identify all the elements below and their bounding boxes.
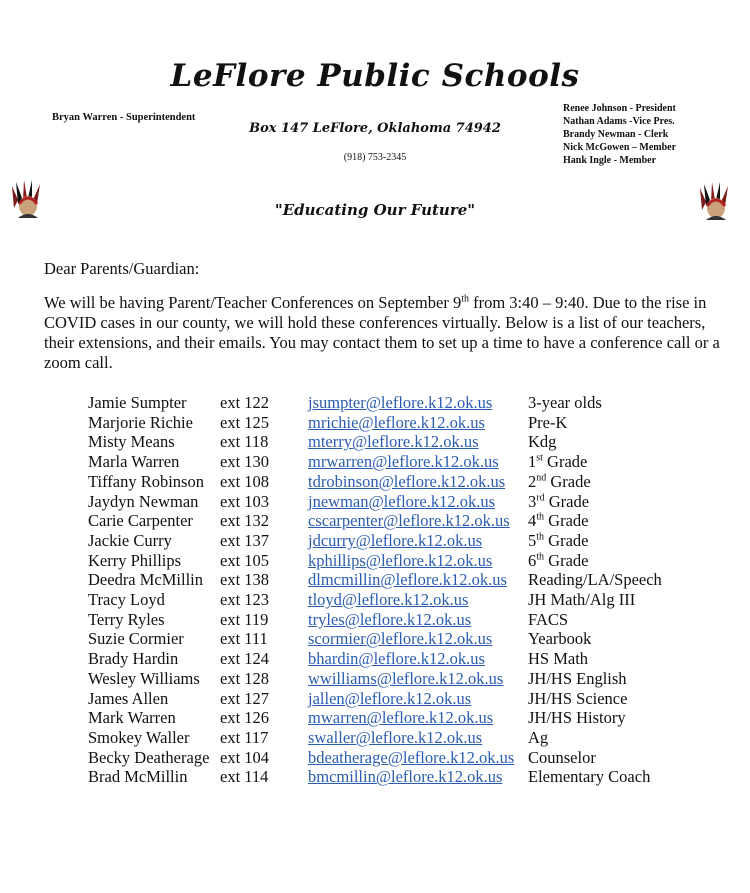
table-row — [88, 551, 678, 571]
teacher-name: Brady Hardin — [88, 649, 179, 669]
email-link[interactable]: mrichie@leflore.k12.ok.us — [308, 412, 485, 432]
phone-extension: ext 118 — [220, 432, 269, 452]
table-row — [88, 629, 678, 649]
email-link[interactable]: mterry@leflore.k12.ok.us — [308, 432, 479, 452]
role-text: Grade — [542, 452, 588, 472]
email-link[interactable]: mrwarren@leflore.k12.ok.us — [308, 452, 499, 472]
table-row — [88, 452, 678, 472]
ordinal-suffix: th — [536, 551, 545, 563]
letter-paragraph — [44, 293, 724, 373]
role-text: JH/HS English — [528, 668, 627, 688]
email-cell — [308, 531, 528, 551]
email-link[interactable]: wwilliams@leflore.k12.ok.us — [308, 668, 504, 688]
teacher-name: Carie Carpenter — [88, 511, 193, 531]
role-text: Grade — [546, 471, 591, 491]
email-link[interactable]: tryles@leflore.k12.ok.us — [308, 609, 472, 629]
table-row — [88, 689, 678, 709]
role-text: 6 — [528, 550, 537, 570]
ordinal-suffix: st — [536, 452, 543, 464]
email-link[interactable]: dlmcmillin@leflore.k12.ok.us — [308, 570, 507, 590]
phone-extension: ext 124 — [220, 649, 270, 669]
role-text: Grade — [544, 491, 590, 511]
table-row — [88, 649, 678, 669]
teacher-role — [528, 610, 678, 630]
teacher-role — [528, 748, 678, 768]
table-row — [88, 432, 678, 452]
table-row — [88, 708, 678, 728]
email-cell — [308, 629, 528, 649]
table-row — [88, 767, 678, 787]
paragraph-text: from 3:40 – 9:40. Due to the rise in COVID cases in our county, we will hold these conferences virtually. Below is a list of our teachers, their extensions, and their emails. You may contact them to set up a time to have a conference call or a zoom call. — [44, 293, 720, 372]
table-row — [88, 610, 678, 630]
teacher-name: Brad McMillin — [88, 767, 188, 787]
email-cell — [308, 492, 528, 512]
teacher-role — [528, 629, 678, 649]
role-text: 2 — [528, 471, 537, 491]
role-text: Kdg — [528, 432, 557, 452]
phone-extension: ext 138 — [220, 570, 270, 590]
email-link[interactable]: tdrobinson@leflore.k12.ok.us — [308, 471, 506, 491]
role-text: Reading/LA/Speech — [528, 570, 662, 590]
phone-extension: ext 137 — [220, 530, 270, 550]
phone-extension: ext 103 — [220, 491, 270, 511]
teacher-role — [528, 708, 678, 728]
email-link[interactable]: jdcurry@leflore.k12.ok.us — [308, 530, 483, 550]
teacher-name: Tracy Loyd — [88, 590, 165, 610]
phone-extension: ext 114 — [220, 767, 269, 787]
email-link[interactable]: cscarpenter@leflore.k12.ok.us — [308, 511, 510, 531]
email-cell — [308, 767, 528, 787]
phone-extension: ext 117 — [220, 727, 269, 747]
email-cell — [308, 708, 528, 728]
table-row — [88, 570, 678, 590]
role-text: 3 — [528, 491, 537, 511]
phone-extension: ext 126 — [220, 708, 270, 728]
salutation: Dear Parents/Guardian: — [44, 259, 200, 278]
ordinal-suffix: nd — [536, 472, 547, 484]
teacher-name: Becky Deatherage — [88, 747, 210, 767]
email-cell — [308, 413, 528, 433]
email-cell — [308, 610, 528, 630]
email-cell — [308, 393, 528, 413]
table-row — [88, 413, 678, 433]
role-text: JH Math/Alg III — [528, 590, 636, 610]
phone-extension: ext 123 — [220, 590, 270, 610]
email-link[interactable]: scormier@leflore.k12.ok.us — [308, 629, 493, 649]
teacher-role — [528, 432, 678, 452]
role-text: FACS — [528, 609, 569, 629]
role-text: 1 — [528, 452, 537, 472]
role-text: Grade — [544, 550, 589, 570]
email-link[interactable]: mwarren@leflore.k12.ok.us — [308, 708, 494, 728]
teacher-role — [528, 492, 678, 512]
teacher-name: Jaydyn Newman — [88, 491, 199, 511]
teacher-name: Terry Ryles — [88, 609, 165, 629]
phone-extension: ext 104 — [220, 747, 270, 767]
teacher-name: Mark Warren — [88, 708, 176, 728]
teacher-name: James Allen — [88, 688, 169, 708]
email-cell — [308, 649, 528, 669]
role-text: JH/HS History — [528, 708, 626, 728]
role-text: Elementary Coach — [528, 767, 651, 787]
teacher-role — [528, 689, 678, 709]
teacher-name: Wesley Williams — [88, 668, 200, 688]
teacher-name: Kerry Phillips — [88, 550, 182, 570]
email-link[interactable]: tloyd@leflore.k12.ok.us — [308, 590, 469, 610]
board-member: Renee Johnson - President — [563, 103, 676, 114]
role-text: 5 — [528, 530, 537, 550]
phone-extension: ext 108 — [220, 471, 270, 491]
phone-extension: ext 125 — [220, 412, 270, 432]
teacher-role — [528, 767, 678, 787]
role-text: Pre-K — [528, 412, 568, 432]
teacher-name: Marla Warren — [88, 452, 180, 472]
teacher-role — [528, 413, 678, 433]
table-row — [88, 492, 678, 512]
teacher-name: Suzie Cormier — [88, 629, 184, 649]
teacher-role — [528, 590, 678, 610]
teacher-role — [528, 472, 678, 492]
email-cell — [308, 689, 528, 709]
email-link[interactable]: jnewman@leflore.k12.ok.us — [308, 491, 496, 511]
teacher-name: Misty Means — [88, 432, 175, 452]
email-link[interactable]: swaller@leflore.k12.ok.us — [308, 727, 483, 747]
phone-extension: ext 122 — [220, 393, 270, 412]
teacher-role — [528, 669, 678, 689]
role-text: HS Math — [528, 649, 589, 669]
email-cell — [308, 590, 528, 610]
email-cell — [308, 748, 528, 768]
email-cell — [308, 452, 528, 472]
teacher-role — [528, 452, 678, 472]
email-link[interactable]: bdeatherage@leflore.k12.ok.us — [308, 747, 515, 767]
teacher-name: Marjorie Richie — [88, 412, 193, 432]
email-link[interactable]: jallen@leflore.k12.ok.us — [308, 688, 472, 708]
role-text: JH/HS Science — [528, 688, 628, 708]
board-member: Hank Ingle - Member — [563, 155, 657, 166]
teacher-name: Tiffany Robinson — [88, 471, 204, 491]
teacher-role — [528, 531, 678, 551]
teacher-name: Deedra McMillin — [88, 570, 204, 590]
table-row — [88, 511, 678, 531]
role-text: 4 — [528, 511, 537, 531]
email-cell — [308, 432, 528, 452]
paragraph-text: We will be having Parent/Teacher Conferences on September 9 — [44, 293, 462, 312]
phone-extension: ext 132 — [220, 511, 270, 531]
board-member: Brandy Newman - Clerk — [563, 129, 669, 140]
phone-extension: ext 127 — [220, 688, 270, 708]
staff-directory-table — [88, 393, 678, 787]
email-cell — [308, 551, 528, 571]
email-link[interactable]: jsumpter@leflore.k12.ok.us — [308, 393, 493, 412]
school-address: Box 147 LeFlore, Oklahoma 74942 — [249, 121, 501, 136]
ordinal-suffix: th — [536, 531, 545, 543]
phone-extension: ext 128 — [220, 668, 270, 688]
school-name: LeFlore Public Schools — [170, 58, 580, 94]
school-phone: (918) 753-2345 — [343, 152, 407, 163]
role-text: 3-year olds — [528, 393, 602, 412]
teacher-role — [528, 551, 678, 571]
email-cell — [308, 728, 528, 748]
email-cell — [308, 570, 528, 590]
role-text: Counselor — [528, 747, 596, 767]
table-row — [88, 728, 678, 748]
teacher-role — [528, 728, 678, 748]
teacher-role — [528, 649, 678, 669]
ordinal-suffix: th — [536, 511, 545, 523]
teacher-role — [528, 511, 678, 531]
email-link[interactable]: bhardin@leflore.k12.ok.us — [308, 649, 485, 669]
phone-extension: ext 111 — [220, 629, 268, 649]
role-text: Grade — [544, 511, 589, 531]
teacher-role — [528, 570, 678, 590]
email-cell — [308, 669, 528, 689]
teacher-name: Smokey Waller — [88, 727, 190, 747]
email-cell — [308, 511, 528, 531]
table-row — [88, 590, 678, 610]
phone-extension: ext 130 — [220, 452, 270, 472]
teacher-name: Jamie Sumpter — [88, 393, 187, 412]
phone-extension: ext 105 — [220, 550, 270, 570]
table-row — [88, 748, 678, 768]
role-text: Yearbook — [528, 629, 592, 649]
ordinal-suffix: th — [461, 293, 469, 305]
teacher-role — [528, 393, 678, 413]
phone-extension: ext 119 — [220, 609, 269, 629]
superintendent: Bryan Warren - Superintendent — [52, 112, 196, 123]
table-row — [88, 531, 678, 551]
email-cell — [308, 472, 528, 492]
role-text: Grade — [544, 530, 589, 550]
table-row — [88, 393, 678, 413]
table-row — [88, 472, 678, 492]
board-member: Nick McGowen – Member — [563, 142, 677, 153]
school-motto: "Educating Our Future" — [274, 201, 476, 219]
teacher-name: Jackie Curry — [88, 530, 172, 550]
email-link[interactable]: bmcmillin@leflore.k12.ok.us — [308, 767, 503, 787]
table-row — [88, 669, 678, 689]
role-text: Ag — [528, 727, 549, 747]
board-member: Nathan Adams -Vice Pres. — [563, 116, 675, 127]
email-link[interactable]: kphillips@leflore.k12.ok.us — [308, 550, 493, 570]
ordinal-suffix: rd — [536, 492, 545, 504]
